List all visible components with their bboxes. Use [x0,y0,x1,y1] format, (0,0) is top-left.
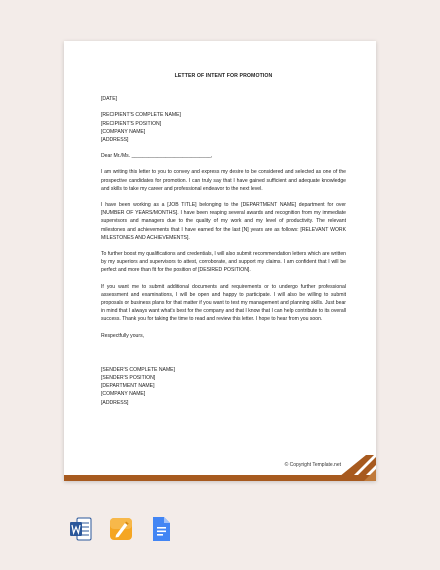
letter-date: [DATE] [101,96,118,103]
recipient-company: [COMPANY NAME] [101,128,146,135]
sender-position: [SENDER'S POSITION] [101,375,156,382]
sender-company: [COMPANY NAME] [101,391,146,398]
recipient-address: [ADDRESS] [101,137,129,144]
apple-pages-icon[interactable] [110,516,132,542]
letter-document [64,41,376,481]
salutation: Dear Mr./Ms. ____________________________, [101,153,213,160]
google-docs-icon[interactable] [150,516,172,542]
ribbon-bottom-band [64,475,376,481]
sender-department: [DEPARTMENT NAME] [101,383,155,390]
recipient-position: [RECIPIENT'S POSITION] [101,120,162,127]
body-paragraph-3: To further boost my qualifications and credentials, I will also submit recommendation letters which are written by my superiors and supervisors to attest, corroborate, and support my claims. I am confident that I will be perfect and more than fit for the position of [DESIRED POSITION]. [101,251,346,274]
letter-title: LETTER OF INTENT FOR PROMOTION [174,73,273,79]
body-paragraph-1: I am writing this letter to you to convey and express my desire to be considered and selected as one of the prospective candidates for promotion. I can truly say that I have gained sufficient and adequate knowledge and skills to take my career and professional endeavor to the next level. [101,169,346,192]
sender-name: [SENDER'S COMPLETE NAME] [101,366,175,373]
decorative-ribbon [64,41,376,481]
closing: Respectfully yours, [101,332,145,339]
microsoft-word-icon[interactable] [70,516,92,542]
body-paragraph-4: If you want me to submit additional documents and requirements or to undergo further professional assessment and examinations, I will be open and happy to participate. I will also be willing to submit proposals or business plans for that matter if you want to test my management and planning skills. Just bear in mind that I always want what's best for the company and that I know that I can help contribute to its overall success. Thank you for taking the time to read and review this letter. I hope to hear from you soon. [101,283,346,323]
body-paragraph-2: I have been working as a [JOB TITLE] belonging to the [DEPARTMENT NAME] department for over [NUMBER OF YEARS/MONTHS]. I have been reaping several awards and recognition from my immediate supervisors and managers due to the quality of my work and my level of productivity. The relevant milestones and achievements that I have earned for the last [N] years are as follows: [RELEVANT WORK MILESTONES AND ACHIEVEMENTS]. [101,202,346,241]
sender-address: [ADDRESS] [101,399,129,406]
recipient-name: [RECIPIENT'S COMPLETE NAME] [101,112,181,119]
app-icon-row [70,516,172,542]
copyright-text: © Copyright Template.net [284,462,341,468]
